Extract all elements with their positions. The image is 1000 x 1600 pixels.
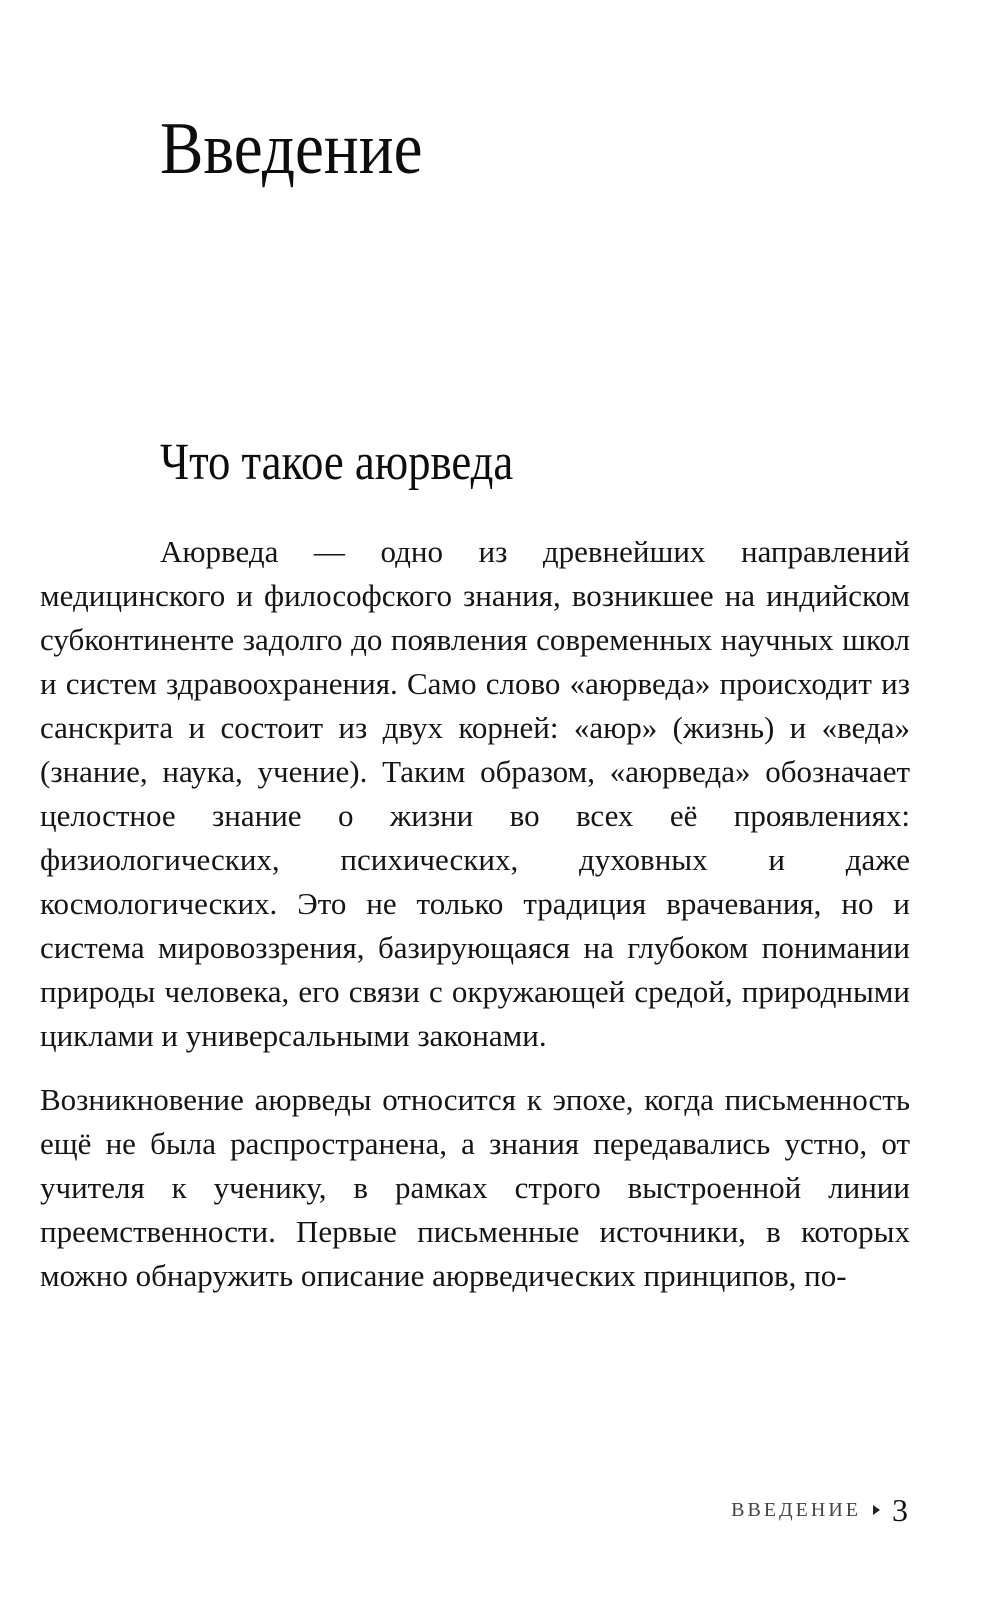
- body-text: [40, 530, 910, 1298]
- running-head: ВВЕДЕНИЕ: [731, 1498, 861, 1521]
- page-footer: [731, 1490, 908, 1530]
- paragraph-2: Возникновение аюрведы относится к эпохе, когда письменность ещё не была распространена, а знания передавались устно, от учителя к ученику, в рамках строго выстроенной линии преемственности. Первые письменные источники, в которых можно обнаружить описание аюрведических принципов, по-: [40, 1082, 910, 1293]
- chapter-title: Введение: [160, 108, 423, 190]
- page-number: 3: [892, 1491, 908, 1528]
- paragraph-1: Аюрведа — одно из древнейших направлений медицинского и философского знания, возникшее на индийском субконтиненте задолго до появления современных научных школ и систем здравоохранения. Само слово «аюрведа» происходит из санскрита и состоит из двух корней: «аюр» (жизнь) и «веда» (знание, наука, учение). Таким образом, «аюрведа» обозначает целостное знание о жизни во всех её проявлениях: физиологических, психических, духовных и даже космологических. Это не только традиция врачевания, но и система мировоззрения, базирующаяся на глубоком понимании природы человека, его связи с окружающей средой, природными циклами и универсальными законами.: [40, 534, 910, 1053]
- section-title: Что такое аюрведа: [160, 434, 514, 491]
- triangle-right-icon: [873, 1505, 880, 1515]
